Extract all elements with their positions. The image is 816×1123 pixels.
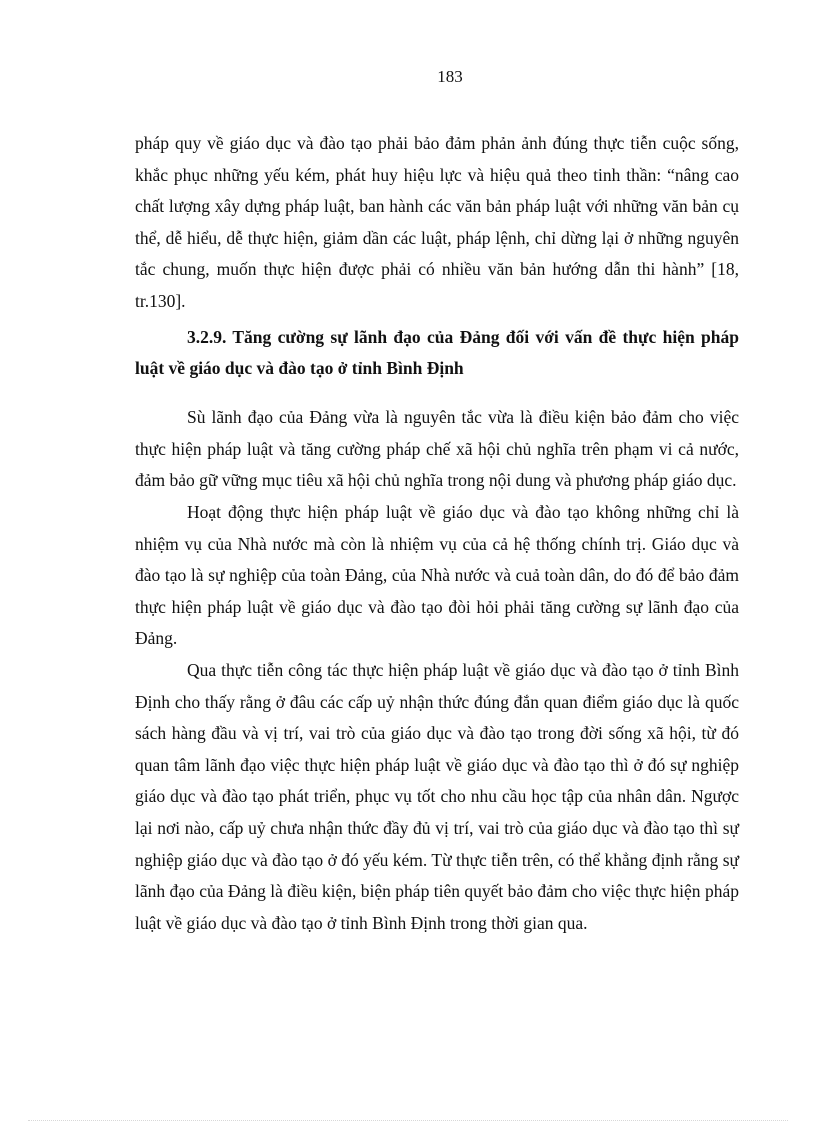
- paragraph-continuation: pháp quy về giáo dục và đào tạo phải bảo đảm phản ảnh đúng thực tiễn cuộc sống, khắc phục những yếu kém, phát huy hiệu lực và hiệu quả theo tinh thần: “nâng cao chất lượng xây dựng pháp luật, ban hành các văn bản pháp luật với những văn bản cụ thể, dễ hiểu, dễ thực hiện, giảm dần các luật, pháp lệnh, chỉ dừng lại ở những nguyên tắc chung, muốn thực hiện được phải có nhiều văn bản hướng dẫn thi hành” [18, tr.130].: [135, 133, 739, 311]
- bottom-divider: [28, 1120, 788, 1121]
- paragraph-party-leadership: Sù lãnh đạo của Đảng vừa là nguyên tắc vừa là điều kiện bảo đảm cho việc thực hiện pháp luật và tăng cường pháp chế xã hội chủ nghĩa trên phạm vi cả nước, đảm bảo gữ vững mục tiêu xã hội chủ nghĩa trong nội dung và phương pháp giáo dục.: [135, 407, 739, 491]
- paragraph-political-system: Hoạt động thực hiện pháp luật về giáo dục và đào tạo không những chỉ là nhiệm vụ của Nhà nước mà còn là nhiệm vụ của cả hệ thống chính trị. Giáo dục và đào tạo là sự nghiệp của toàn Đảng, của Nhà nước và cuả toàn dân, do đó để bảo đảm thực hiện pháp luật về giáo dục và đào tạo đòi hỏi phải tăng cường sự lãnh đạo của Đảng.: [135, 502, 739, 649]
- page-body: [135, 128, 739, 939]
- page-number: 183: [437, 67, 463, 86]
- paragraph-practice-binh-dinh: Qua thực tiễn công tác thực hiện pháp luật về giáo dục và đào tạo ở tỉnh Bình Định cho thấy rằng ở đâu các cấp uỷ nhận thức đúng đắn quan điểm giáo dục là quốc sách hàng đầu và vị trí, vai trò của giáo dục và đào tạo trong đời sống xã hội, từ đó quan tâm lãnh đạo việc thực hiện pháp luật về giáo dục và đào tạo thì ở đó sự nghiệp giáo dục và đào tạo phát triển, phục vụ tốt cho nhu cầu học tập của nhân dân. Ngược lại nơi nào, cấp uỷ chưa nhận thức đầy đủ vị trí, vai trò của giáo dục và đào tạo thì sự nghiệp giáo dục và đào tạo ở đó yếu kém. Từ thực tiễn trên, có thể khẳng định rằng sự lãnh đạo của Đảng là điều kiện, biện pháp tiên quyết bảo đảm cho việc thực hiện pháp luật về giáo dục và đào tạo ở tỉnh Bình Định trong thời gian qua.: [135, 660, 739, 933]
- section-heading: 3.2.9. Tăng cường sự lãnh đạo của Đảng đối với vấn đề thực hiện pháp luật về giáo dục và đào tạo ở tỉnh Bình Định: [135, 326, 739, 379]
